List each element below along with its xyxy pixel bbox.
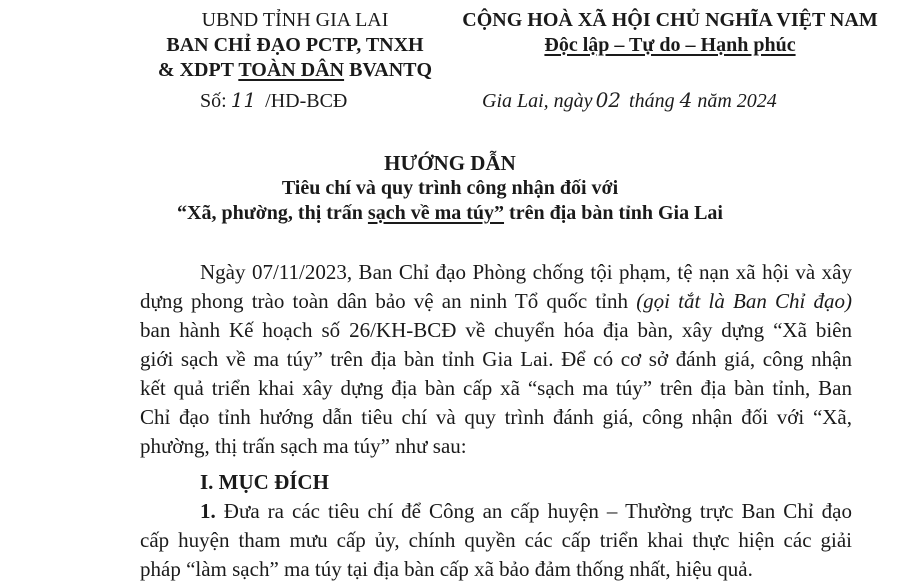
national-motto-text: Độc lập – Tự do – Hạnh phúc <box>544 34 796 56</box>
item-1-line-2: cấp huyện tham mưu cấp ủy, chính quyền các cấp triển khai thực hiện các giải <box>140 528 852 552</box>
document-date <box>482 88 777 113</box>
subtitle-2-post: trên địa bàn tỉnh Gia Lai <box>504 202 723 224</box>
document-number <box>200 88 347 113</box>
document-subtitle-1: Tiêu chí và quy trình công nhận đối với <box>281 177 619 199</box>
date-post: năm 2024 <box>692 90 777 112</box>
national-title: CỘNG HOÀ XÃ HỘI CHỦ NGHĨA VIỆT NAM <box>462 9 878 31</box>
document-title: HƯỚNG DẪN <box>384 151 516 175</box>
section-heading-1: I. MỤC ĐÍCH <box>200 470 329 494</box>
issuer-line-3-pre: & XDPT <box>157 59 239 81</box>
document-subtitle-2 <box>0 201 900 225</box>
item-1-number: 1. <box>200 499 216 523</box>
subtitle-2-underlined: sạch về ma túy” <box>367 202 505 224</box>
issuer-line-3-underlined: TOÀN DÂN <box>238 59 345 81</box>
national-motto <box>455 33 885 57</box>
doc-no-prefix: Số: <box>200 90 227 112</box>
date-month-handwritten: 4 <box>679 88 693 112</box>
paragraph-1-line-1: Ngày 07/11/2023, Ban Chỉ đạo Phòng chống tội phạm, tệ nạn xã hội và xây <box>200 260 852 284</box>
issuer-line-3 <box>130 58 460 82</box>
paragraph-1-line-3: ban hành Kế hoạch số 26/KH-BCĐ về chuyển hóa địa bàn, xây dựng “Xã biên <box>140 318 852 342</box>
paragraph-1-line-6: Chỉ đạo tỉnh hướng dẫn tiêu chí và quy trình đánh giá, công nhận đối với “Xã, <box>140 405 852 429</box>
paragraph-1-line-5: kết quả triển khai xây dựng địa bàn cấp xã “sạch ma túy” trên địa bàn tỉnh, Ban <box>140 376 852 400</box>
paragraph-1-line-2 <box>140 287 852 316</box>
item-1-line-1-text: Đưa ra các tiêu chí để Công an cấp huyện – Thường trực Ban Chỉ đạo <box>215 499 852 523</box>
date-day-handwritten: 02 <box>595 88 622 112</box>
item-1-line-1 <box>200 497 852 526</box>
issuer-line-1: UBND TỈNH GIA LAI <box>201 9 389 31</box>
date-pre: Gia Lai, ngày <box>482 90 593 112</box>
date-mid: tháng <box>624 90 680 112</box>
p1-l2-italic: (gọi tắt là Ban Chỉ đạo) <box>636 289 852 313</box>
issuer-line-2: BAN CHỈ ĐẠO PCTP, TNXH <box>166 34 424 56</box>
item-1-line-3: pháp “làm sạch” ma túy tại địa bàn cấp xã bảo đảm thống nhất, hiệu quả. <box>140 557 753 581</box>
p1-l2-text: dựng phong trào toàn dân bảo vệ an ninh Tổ quốc tỉnh <box>140 289 637 313</box>
paragraph-1-line-4: giới sạch về ma túy” trên địa bàn tỉnh Gia Lai. Để có cơ sở đánh giá, công nhận <box>140 347 852 371</box>
doc-no-handwritten: 11 <box>230 88 257 112</box>
doc-no-suffix: /HD-BCĐ <box>260 90 348 112</box>
subtitle-2-pre: “Xã, phường, thị trấn <box>177 202 368 224</box>
paragraph-1-line-7: phường, thị trấn sạch ma túy” như sau: <box>140 434 467 458</box>
issuer-line-3-post: BVANTQ <box>344 59 433 81</box>
